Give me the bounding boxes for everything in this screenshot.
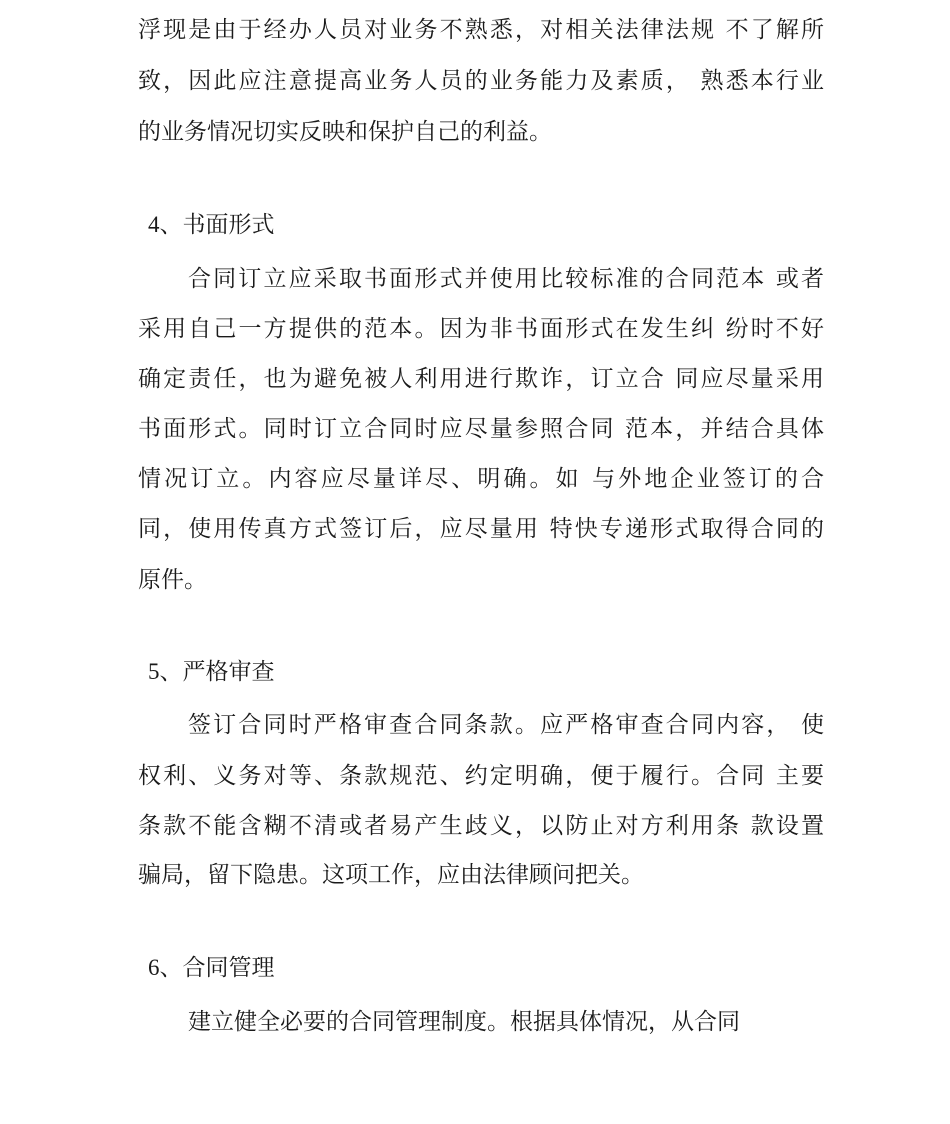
paragraph-line: 确定责任，也为避免被人利用进行欺诈，订立合 同应尽量采用	[138, 366, 824, 392]
paragraph-line: 合同订立应采取书面形式并使用比较标准的合同范本 或者	[188, 266, 824, 292]
paragraph-line: 原件。	[138, 567, 207, 593]
section-heading-4	[148, 209, 548, 241]
paragraph-line: 致，因此应注意提高业务人员的业务能力及素质， 熟悉本行业	[138, 68, 824, 94]
paragraph-line: 签订合同时严格审查合同条款。应严格审查合同内容， 使	[188, 712, 824, 738]
paragraph-line: 浮现是由于经办人员对业务不熟悉，对相关法律法规 不了解所	[138, 17, 824, 43]
paragraph-line: 骗局，留下隐患。这项工作，应由法律顾问把关。	[138, 862, 644, 888]
section-heading-6	[148, 952, 548, 984]
section-title: 、书面形式	[159, 212, 275, 238]
paragraph-line: 书面形式。同时订立合同时应尽量参照合同 范本，并结合具体	[138, 416, 824, 442]
paragraph-line: 采用自己一方提供的范本。因为非书面形式在发生纠 纷时不好	[138, 316, 824, 342]
section-number: 6	[148, 955, 160, 980]
section-title: 、合同管理	[159, 955, 275, 981]
section-number: 5	[148, 659, 160, 684]
section-number: 4	[148, 212, 160, 237]
paragraph-line: 的业务情况切实反映和保护自己的利益。	[138, 119, 552, 145]
paragraph-line: 情况订立。内容应尽量详尽、明确。如 与外地企业签订的合	[138, 466, 824, 492]
section-title: 、严格审查	[159, 659, 275, 685]
paragraph-line: 权利、义务对等、条款规范、约定明确，便于履行。合同 主要	[138, 763, 824, 789]
section-heading-5	[148, 656, 548, 688]
paragraph-line: 条款不能含糊不清或者易产生歧义，以防止对方利用条 款设置	[138, 813, 824, 839]
paragraph-line: 同，使用传真方式签订后，应尽量用 特快专递形式取得合同的	[138, 516, 824, 542]
paragraph-line: 建立健全必要的合同管理制度。根据具体情况，从合同	[188, 1009, 740, 1035]
